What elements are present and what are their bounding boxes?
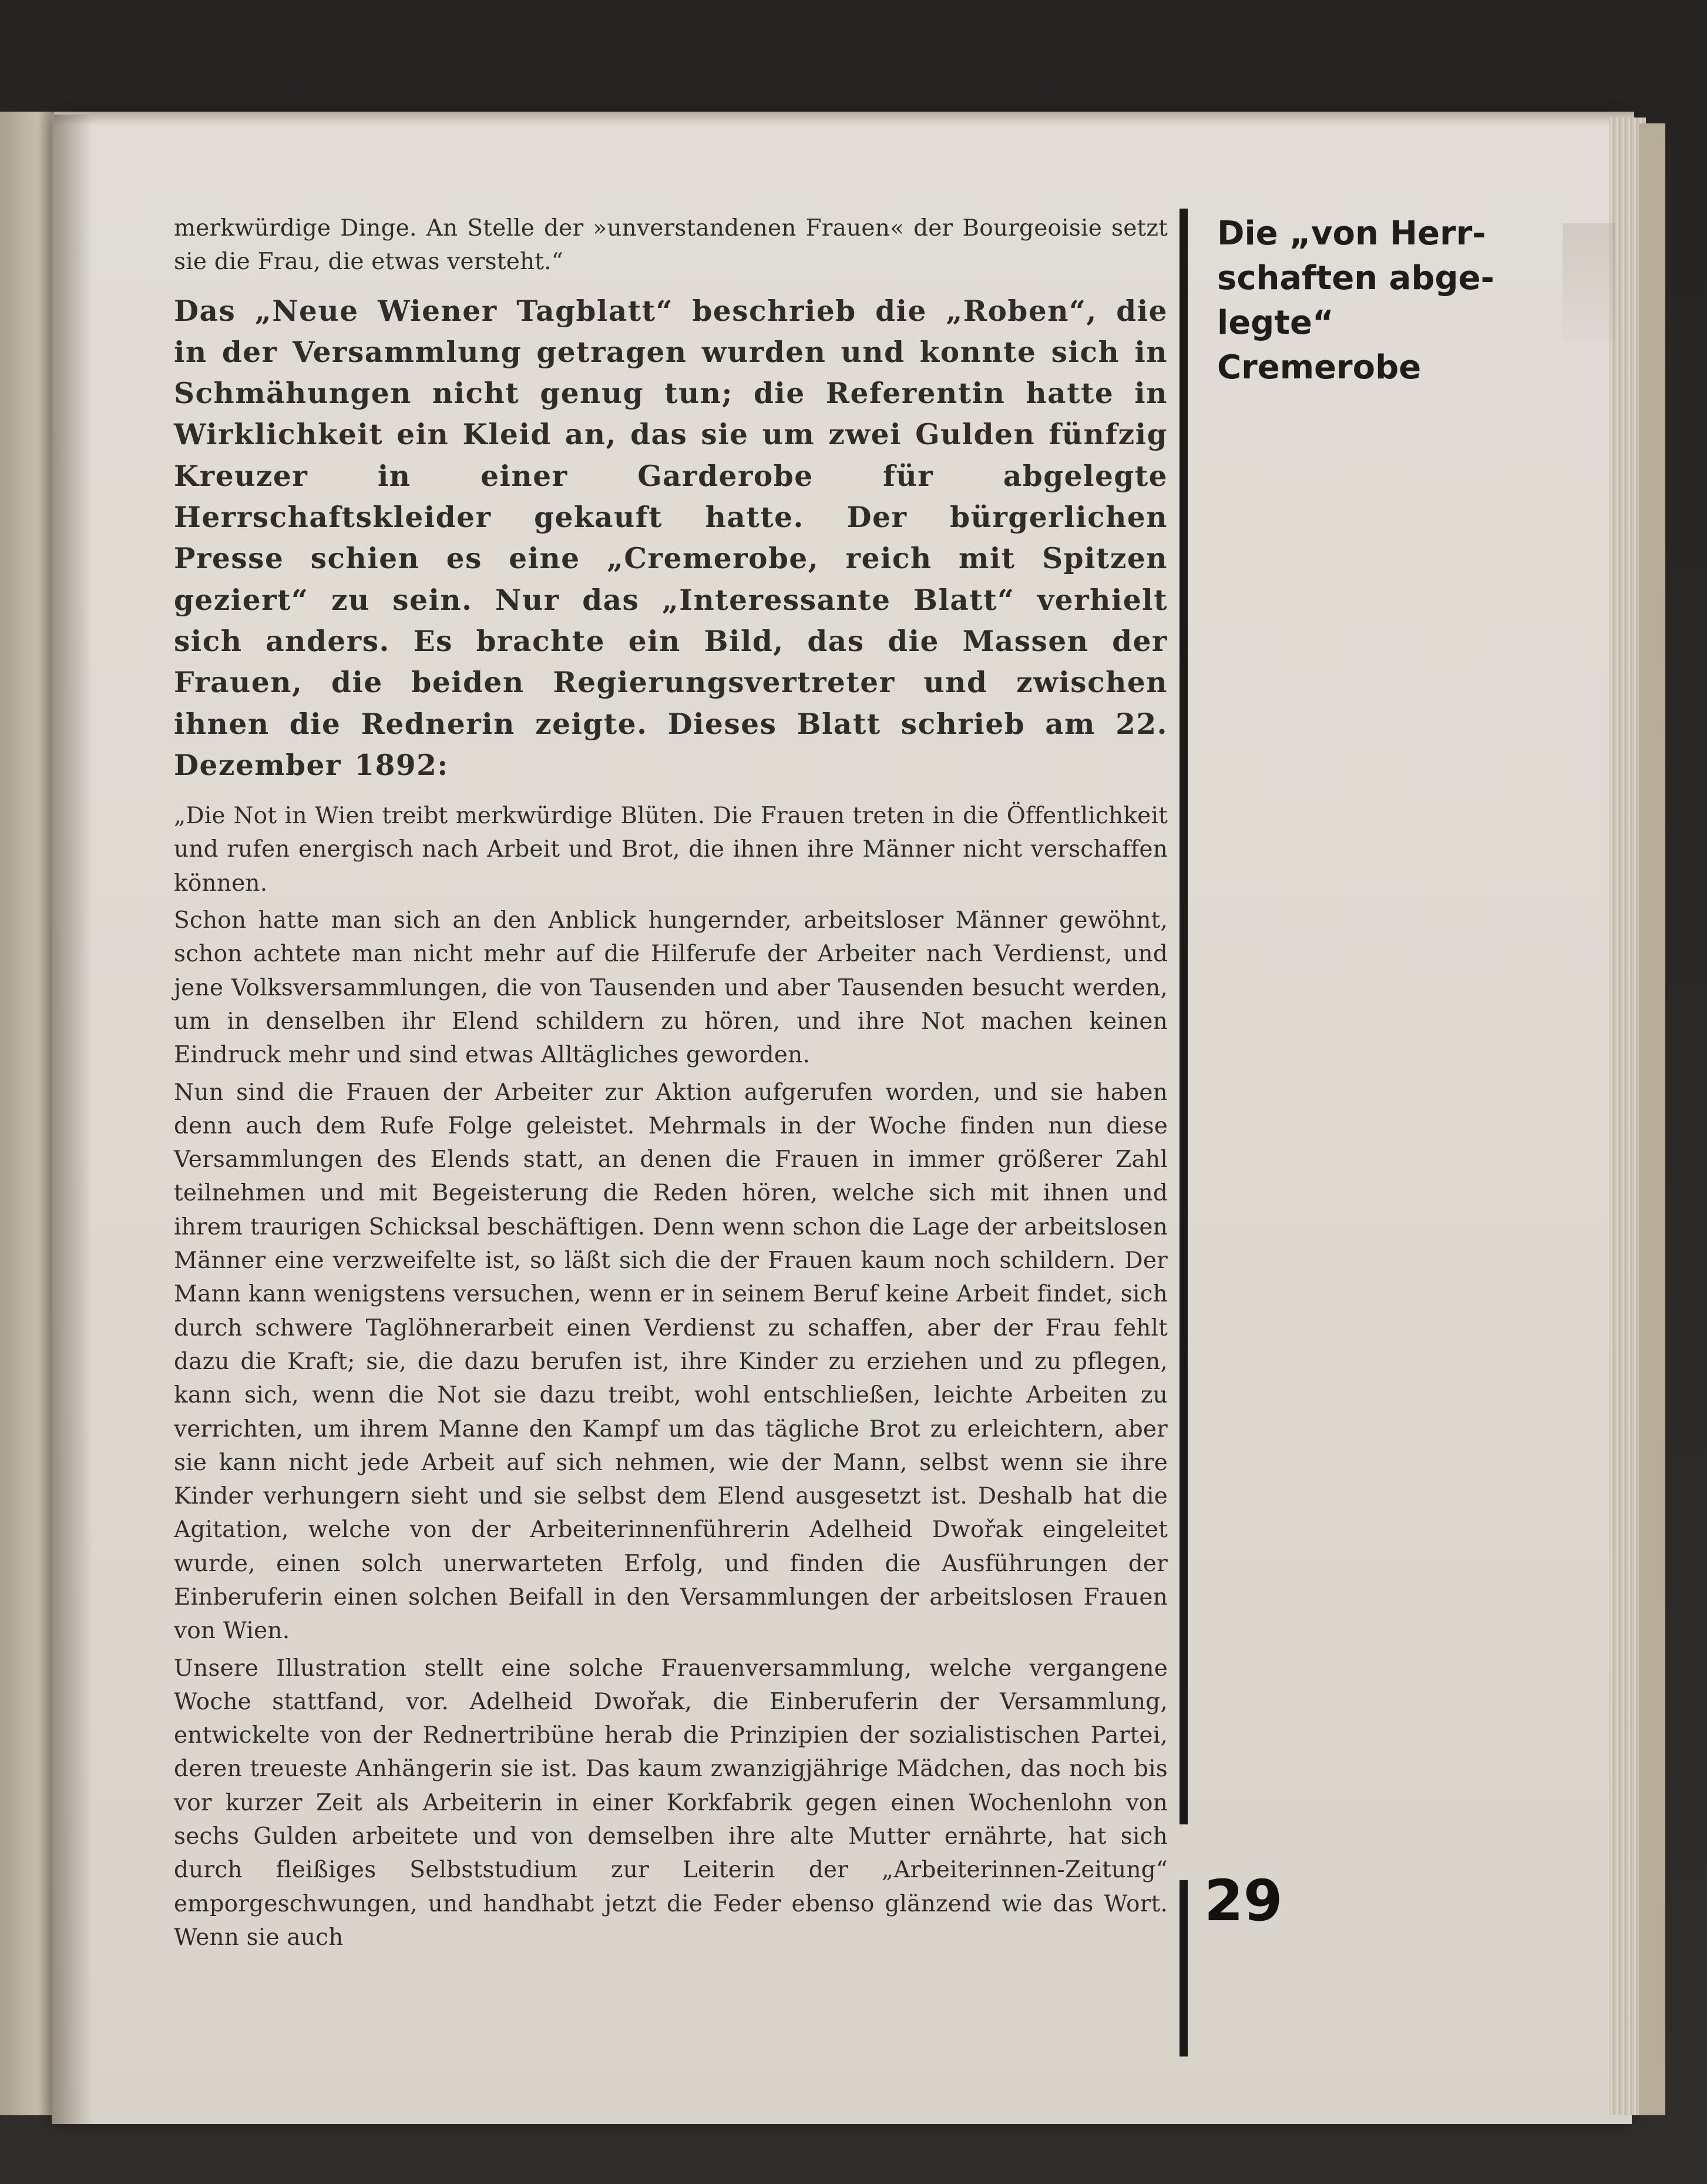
book-binding [1639, 123, 1665, 2115]
quote-paragraph: Nun sind die Frauen der Arbeiter zur Aktion aufgerufen worden, und sie haben denn auch dem Rufe Folge geleistet. Mehrmals in der Woche finden nun diese Versammlungen des Elends statt, an denen die Frauen in immer größerer Zahl teilnehmen und mit Begeisterung die Reden hören, welche sich mit ihnen und ihrem traurigen Schicksal beschäftigen. Denn wenn schon die Lage der arbeitslosen Männer eine verzweifelte ist, so läßt sich die der Frauen kaum noch schildern. Der Mann kann wenigstens versuchen, wenn er in seinem Beruf keine Arbeit findet, sich durch schwere Taglöhnerarbeit einen Verdienst zu schaffen, aber der Frau fehlt dazu die Kraft; sie, die dazu berufen ist, ihre Kinder zu erziehen und zu pflegen, kann sich, wenn die Not sie dazu treibt, wohl entschließen, leichte Arbeiten zu verrichten, um ihrem Manne den Kampf um das tägliche Brot zu erleichtern, aber sie kann nicht jede Arbeit auf sich nehmen, wie der Mann, selbst wenn sie ihre Kinder verhungern sieht und sie selbst dem Elend ausgesetzt ist. Deshalb hat die Agitation, welche von der Arbeiterinnenführerin Adelheid Dwořak eingeleitet wurde, einen solch unerwarteten Erfolg, und finden die Ausführungen der Einberuferin einen solchen Beifall in den Versammlungen der arbeitslosen Frauen von Wien. [174, 1079, 1168, 1645]
gutter-shadow [52, 115, 93, 2124]
lead-paragraph: Das „Neue Wiener Tagblatt“ beschrieb die „Roben“, die in der Versammlung getragen wurden und konnte sich in Schmähungen nicht genug tun; die Referentin hatte in Wirklichkeit ein Kleid an, das sie um zwei Gulden fünfzig Kreuzer in einer Garderobe für abgelegte Herrschaftskleider gekauft hatte. Der bürgerlichen Presse schien es eine „Cremerobe, reich mit Spitzen geziert“ zu sein. Nur das „Interessante Blatt“ verhielt sich anders. Es brachte ein Bild, das die Massen der Frauen, die beiden Regierungsvertreter und zwischen ihnen die Rednerin zeigte. Dieses Blatt schrieb am 22. Dezember 1892: [174, 294, 1168, 782]
quote-paragraph: „Die Not in Wien treibt merkwürdige Blüten. Die Frauen treten in die Öffentlichkeit und rufen energisch nach Arbeit und Brot, die ihnen ihre Männer nicht verschaffen können. [174, 803, 1168, 897]
sidebar-heading: Die „von Herr- schaften abge- legte“ Cremerobe [1217, 214, 1494, 387]
quote-paragraph: Unsere Illustration stellt eine solche Frauenversammlung, welche vergangene Woche stattfand, vor. Adelheid Dwořak, die Einberuferin der Versammlung, entwickelte von der Rednertribüne herab die Prinzipien der sozialistischen Partei, deren treueste Anhängerin sie ist. Das kaum zwanzigjährige Mädchen, das noch bis vor kurzer Zeit als Arbeiterin in einer Korkfabrik gegen einen Wochenlohn von sechs Gulden arbeitete und von demselben ihre alte Mutter ernährte, hat sich durch fleißiges Selbststudium zur Leiterin der „Arbeiterinnen-Zeitung“ emporgeschwungen, und handhabt jetzt die Feder ebenso glänzend wie das Wort. Wenn sie auch [174, 1655, 1168, 1951]
show-through-bleed [1562, 223, 1615, 341]
vertical-rule-bottom [1180, 1880, 1188, 2056]
left-page-edge [0, 112, 54, 2115]
page-top-shadow [54, 112, 1634, 125]
main-text-column [174, 212, 1168, 1954]
intro-paragraph: merkwürdige Dinge. An Stelle der »unverstandenen Frauen« der Bourgeoisie setzt sie die Frau, die etwas versteht.“ [174, 215, 1168, 276]
page-number: 29 [1204, 1868, 1283, 1934]
quote-paragraph: Schon hatte man sich an den Anblick hungernder, arbeitsloser Männer gewöhnt, schon achtete man nicht mehr auf die Hilferufe der Arbeiter nach Verdienst, und jene Volksversammlungen, die von Tausenden und aber Tausenden besucht werden, um in denselben ihr Elend schildern zu hören, und ihre Not machen keinen Eindruck mehr und sind etwas Alltägliches geworden. [174, 907, 1168, 1069]
vertical-rule [1180, 209, 1188, 1824]
